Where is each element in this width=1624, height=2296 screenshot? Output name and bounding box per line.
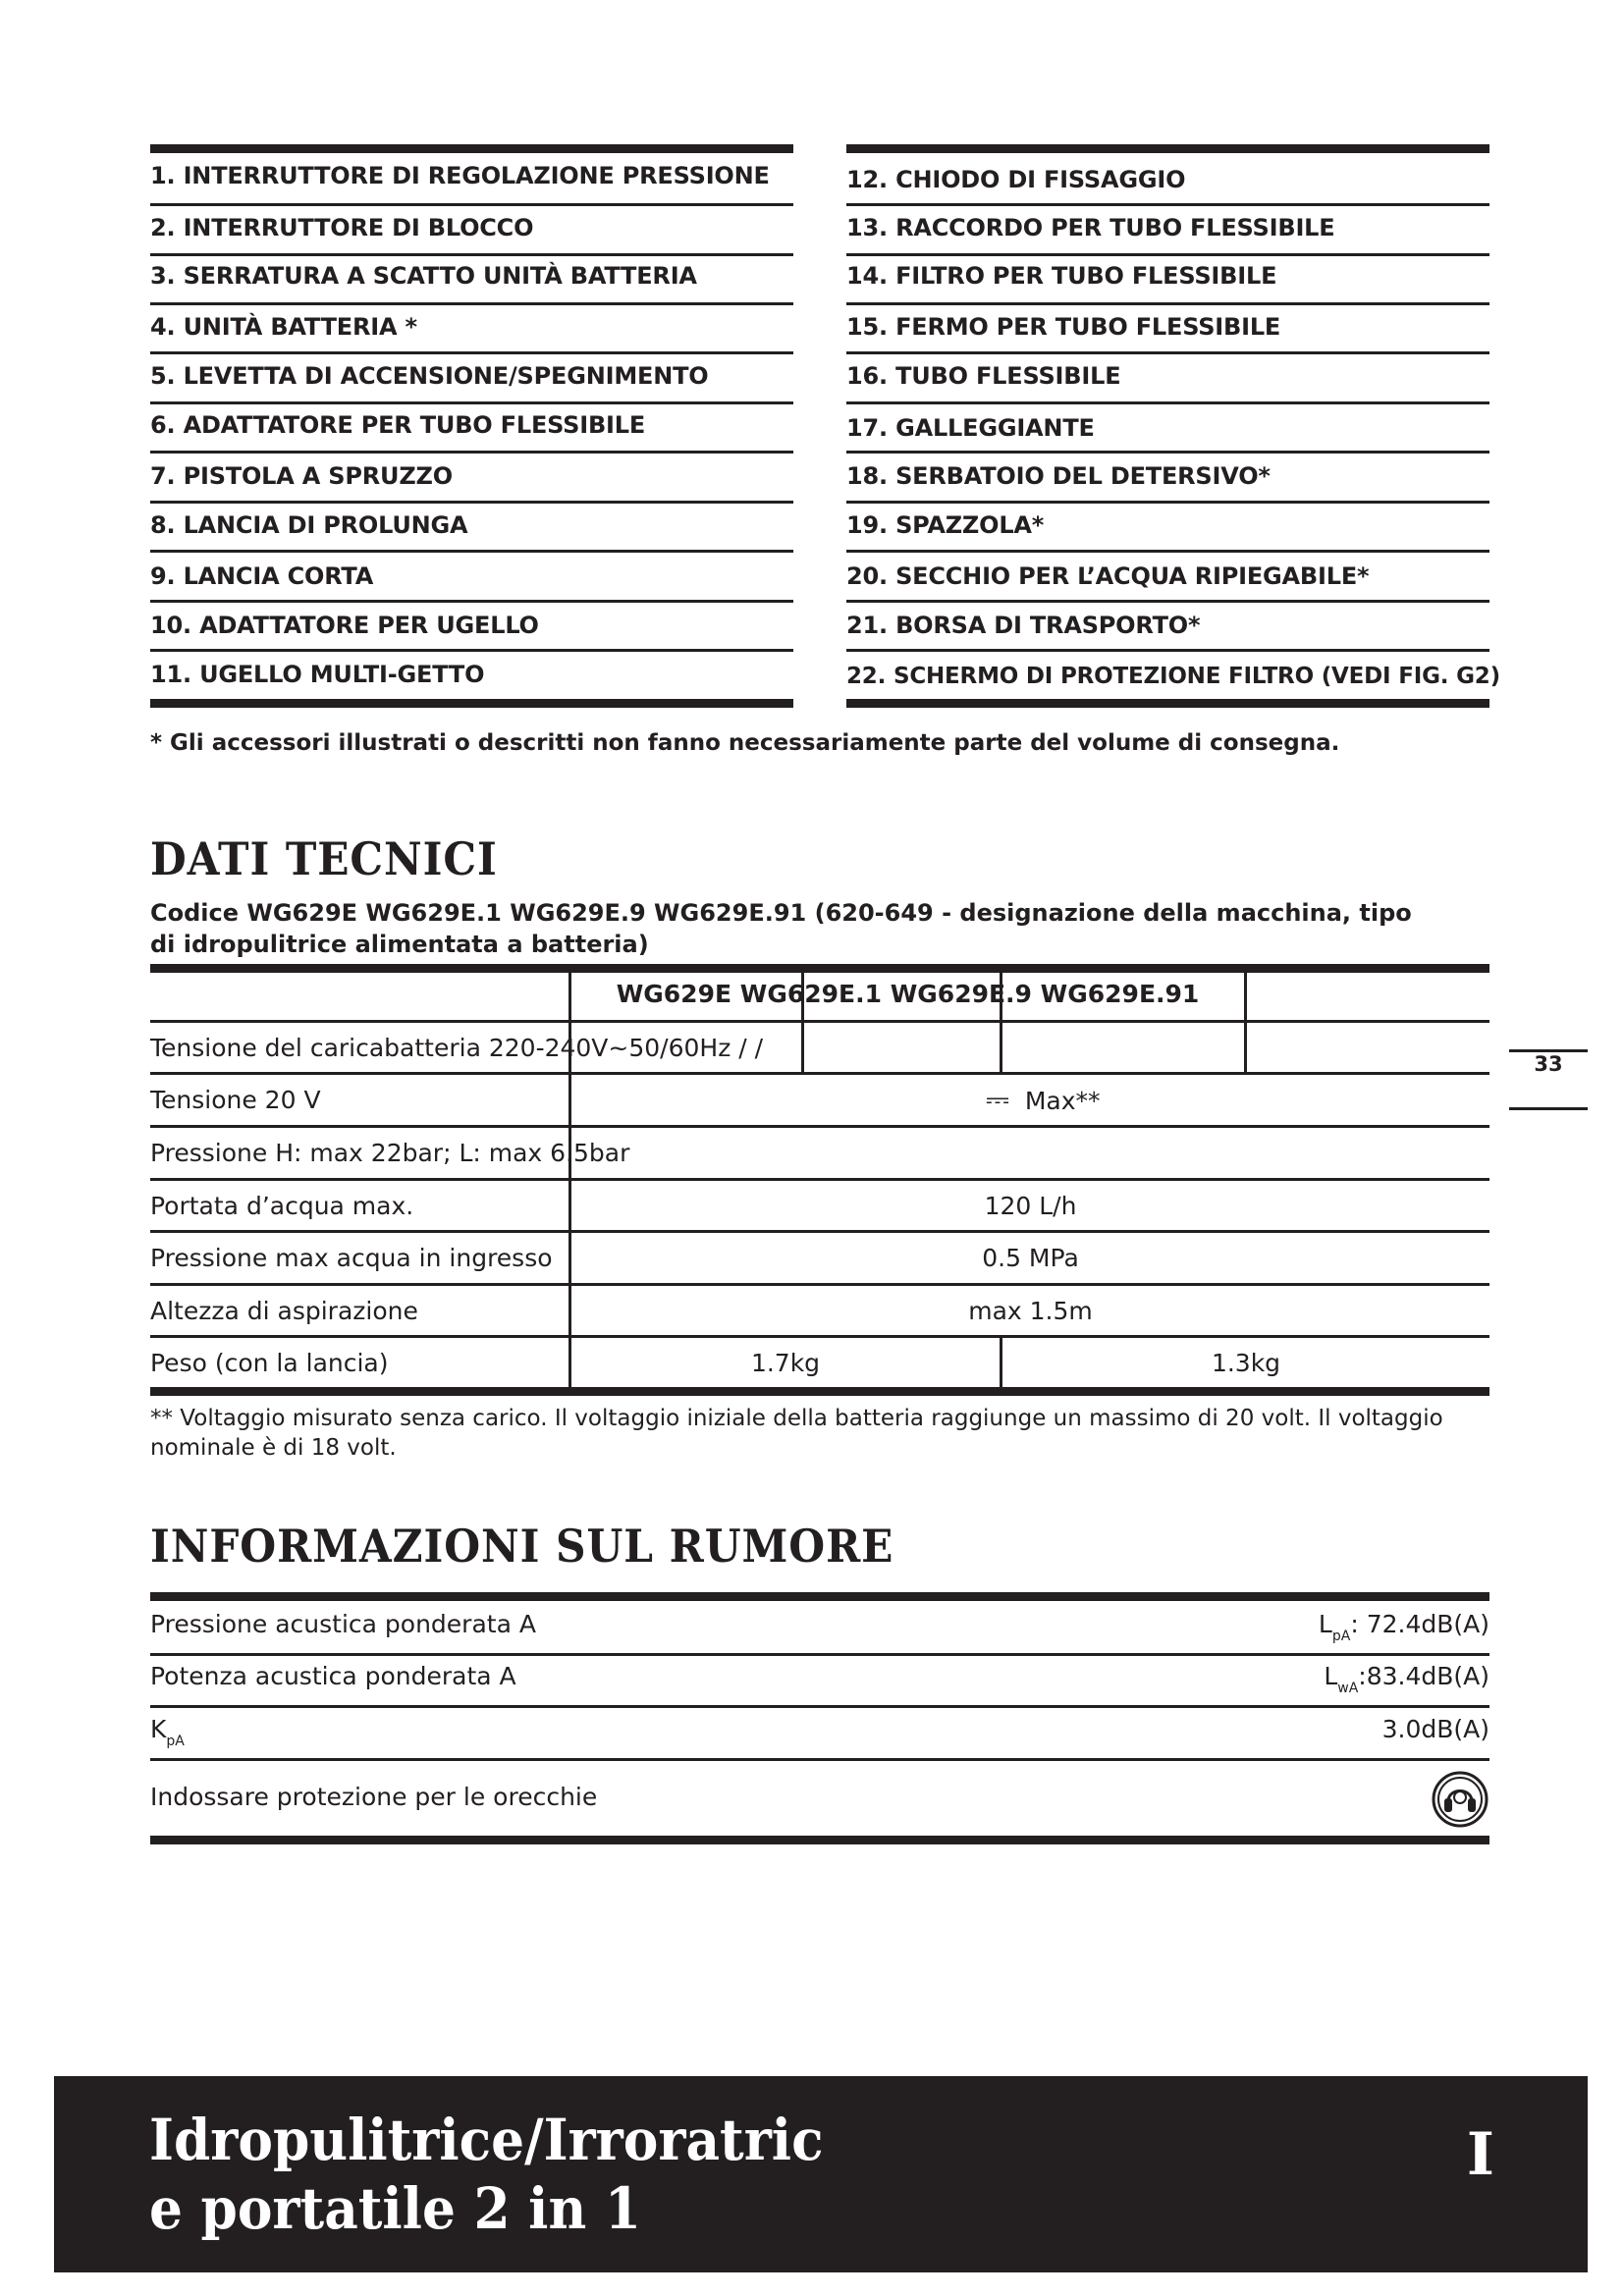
- divider: [846, 144, 1489, 153]
- divider: [150, 1020, 1489, 1023]
- part-item: 22. SCHERMO DI PROTEZIONE FILTRO (VEDI FIG. G2): [846, 664, 1500, 689]
- divider: [150, 1230, 1489, 1233]
- sound-power-label: Potenza acustica ponderata A: [150, 1662, 516, 1690]
- noise-heading: INFORMAZIONI SUL RUMORE: [150, 1520, 894, 1573]
- model-codes-line1: Codice WG629E WG629E.1 WG629E.9 WG629E.91 (620-649 - designazione della macchina, tipo: [150, 899, 1412, 927]
- divider: [846, 451, 1489, 454]
- divider: [150, 401, 793, 404]
- symbol: L: [1324, 1662, 1338, 1690]
- suction-label: Altezza di aspirazione: [150, 1297, 418, 1325]
- divider: [846, 699, 1489, 708]
- symbol: K: [150, 1715, 167, 1743]
- sound-pressure-label: Pressione acustica ponderata A: [150, 1610, 536, 1638]
- model-codes: [150, 897, 1495, 960]
- part-item: 9. LANCIA CORTA: [150, 562, 374, 590]
- language-marker: I: [1466, 2120, 1494, 2189]
- part-item: 20. SECCHIO PER L’ACQUA RIPIEGABILE*: [846, 562, 1370, 590]
- divider: [150, 964, 1489, 973]
- voltage-value: Max**: [1024, 1087, 1101, 1115]
- divider: [846, 600, 1489, 603]
- subscript: wA: [1337, 1681, 1359, 1696]
- part-item: 19. SPAZZOLA*: [846, 511, 1045, 539]
- models-header: WG629E WG629E.1 WG629E.9 WG629E.91: [616, 980, 1200, 1008]
- column-divider: [1244, 973, 1247, 1072]
- divider: [150, 351, 793, 354]
- part-item: 17. GALLEGGIANTE: [846, 414, 1095, 442]
- divider: [150, 1335, 1489, 1338]
- ear-protection-icon: [1432, 1771, 1489, 1828]
- weight-value-b: 1.3kg: [1211, 1349, 1281, 1377]
- divider: [846, 203, 1489, 206]
- charger-voltage: Tensione del caricabatteria 220-240V~50/60Hz / /: [150, 1034, 764, 1062]
- part-item: 6. ADATTATORE PER TUBO FLESSIBILE: [150, 411, 646, 439]
- divider: [150, 1178, 1489, 1181]
- divider: [150, 1705, 1489, 1708]
- divider: [150, 1072, 1489, 1075]
- part-item: 21. BORSA DI TRASPORTO*: [846, 612, 1201, 639]
- divider: [150, 451, 793, 454]
- divider: [846, 550, 1489, 553]
- divider: [150, 203, 793, 206]
- part-item: 8. LANCIA DI PROLUNGA: [150, 511, 468, 539]
- weight-value-a: 1.7kg: [750, 1349, 821, 1377]
- ear-protection-label: Indossare protezione per le orecchie: [150, 1783, 598, 1811]
- divider: [150, 1758, 1489, 1761]
- part-item: 15. FERMO PER TUBO FLESSIBILE: [846, 313, 1281, 341]
- subscript: pA: [166, 1734, 185, 1749]
- part-item: 12. CHIODO DI FISSAGGIO: [846, 166, 1186, 193]
- divider: [846, 253, 1489, 256]
- divider: [846, 649, 1489, 652]
- page-number: 33: [1534, 1052, 1563, 1076]
- divider: [150, 501, 793, 504]
- model-codes-line2: di idropulitrice alimentata a batteria): [150, 931, 649, 958]
- inlet-value: 0.5 MPa: [982, 1244, 1079, 1272]
- footer-band: [54, 2076, 1588, 2272]
- symbol: L: [1318, 1610, 1332, 1638]
- flow-label: Portata d’acqua max.: [150, 1192, 414, 1220]
- part-item: 3. SERRATURA A SCATTO UNITÀ BATTERIA: [150, 262, 697, 290]
- value: : 72.4dB(A): [1350, 1610, 1489, 1638]
- sound-pressure-value: [1178, 1610, 1489, 1651]
- inlet-label: Pressione max acqua in ingresso: [150, 1244, 553, 1272]
- part-item: 13. RACCORDO PER TUBO FLESSIBILE: [846, 214, 1335, 241]
- divider: [150, 1125, 1489, 1128]
- tech-heading: DATI TECNICI: [150, 832, 498, 885]
- divider: [846, 302, 1489, 305]
- voltage-label: Tensione 20 V: [150, 1086, 321, 1114]
- uncertainty-value: 3.0dB(A): [1381, 1715, 1489, 1743]
- divider: [150, 1387, 1489, 1396]
- weight-label: Peso (con la lancia): [150, 1349, 389, 1377]
- part-item: 5. LEVETTA DI ACCENSIONE/SPEGNIMENTO: [150, 362, 709, 390]
- dc-voltage: [986, 1083, 1101, 1117]
- value: :83.4dB(A): [1358, 1662, 1489, 1690]
- pressure: Pressione H: max 22bar; L: max 6.5bar: [150, 1139, 630, 1167]
- divider: [846, 401, 1489, 404]
- divider: [150, 649, 793, 652]
- divider: [846, 351, 1489, 354]
- uncertainty-label: [150, 1715, 185, 1756]
- part-item: 10. ADATTATORE PER UGELLO: [150, 612, 539, 639]
- part-item: 2. INTERRUTTORE DI BLOCCO: [150, 214, 534, 241]
- divider: [150, 1283, 1489, 1286]
- divider: [150, 302, 793, 305]
- part-item: 7. PISTOLA A SPRUZZO: [150, 462, 453, 490]
- divider: [150, 253, 793, 256]
- part-item: 11. UGELLO MULTI-GETTO: [150, 661, 485, 688]
- divider: [150, 144, 793, 153]
- sound-power-value: [1178, 1662, 1489, 1703]
- suction-value: max 1.5m: [968, 1297, 1093, 1325]
- subscript: pA: [1331, 1629, 1351, 1644]
- part-item: 18. SERBATOIO DEL DETERSIVO*: [846, 462, 1271, 490]
- divider: [150, 550, 793, 553]
- divider: [150, 600, 793, 603]
- divider: [1509, 1107, 1588, 1110]
- part-item: 14. FILTRO PER TUBO FLESSIBILE: [846, 262, 1277, 290]
- accessories-note: * Gli accessori illustrati o descritti non fanno necessariamente parte del volume di consegna.: [150, 730, 1340, 756]
- dc-symbol-icon: ⎓: [986, 1083, 1009, 1117]
- voltage-footnote: ** Voltaggio misurato senza carico. Il voltaggio iniziale della batteria raggiunge un massimo di 20 volt. Il voltaggio nominale è di 18 volt.: [150, 1406, 1443, 1461]
- divider: [150, 1653, 1489, 1656]
- part-item: 1. INTERRUTTORE DI REGOLAZIONE PRESSIONE: [150, 162, 770, 189]
- product-title: Idropulitrice/Irroratric e portatile 2 in 1: [149, 2107, 824, 2242]
- part-item: 4. UNITÀ BATTERIA *: [150, 313, 417, 341]
- divider: [150, 1592, 1489, 1601]
- part-item: 16. TUBO FLESSIBILE: [846, 362, 1121, 390]
- divider: [150, 1836, 1489, 1844]
- divider: [846, 501, 1489, 504]
- divider: [150, 699, 793, 708]
- flow-value: 120 L/h: [984, 1192, 1077, 1220]
